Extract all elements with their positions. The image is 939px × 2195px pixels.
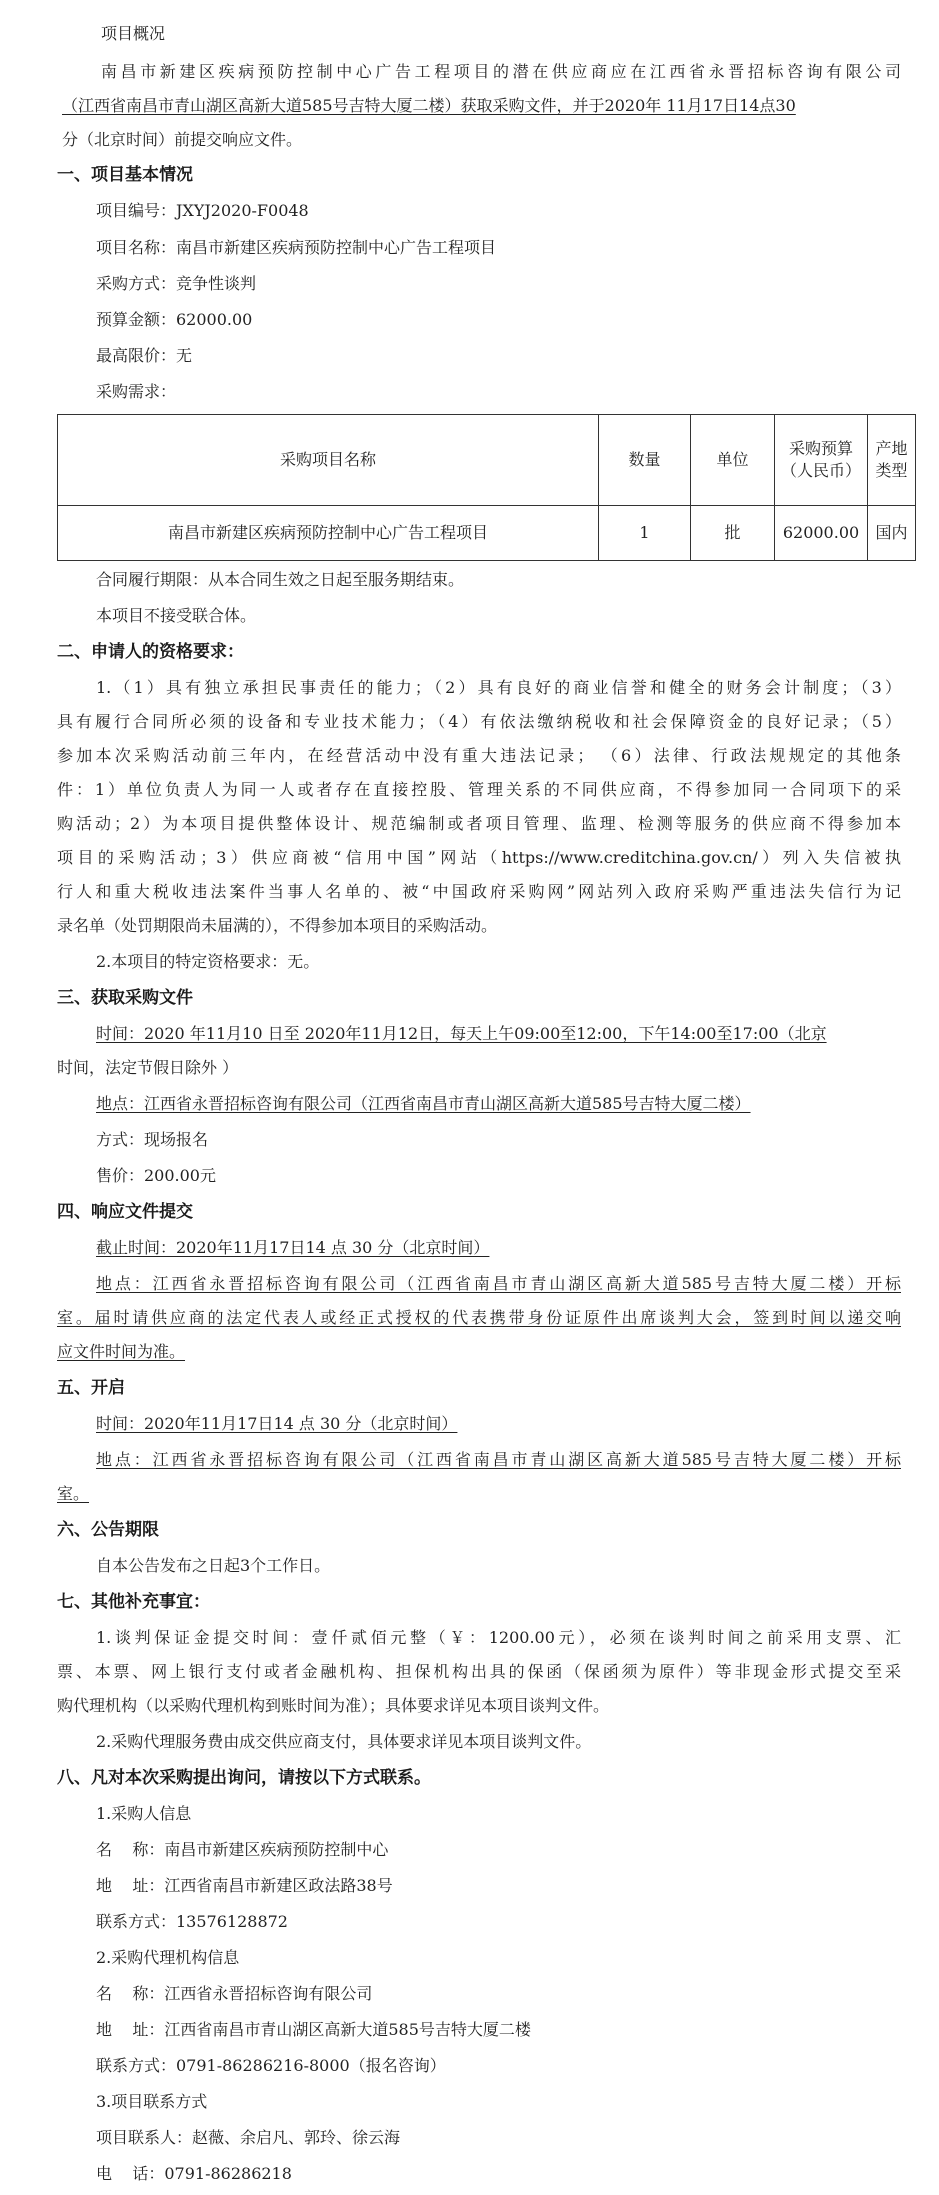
procurement-method: 采购方式：竞争性谈判	[96, 274, 257, 293]
submit-deadline: 截止时间：2020年11月17日14 点 30 分（北京时间）	[96, 1238, 490, 1257]
open-place-line: 室。	[57, 1484, 90, 1503]
header-budget-line: （人民币）	[780, 461, 861, 480]
table-cell: 62000.00	[775, 506, 868, 561]
notice-period: 自本公告发布之日起3个工作日。	[96, 1556, 331, 1575]
special-qualification: 2.本项目的特定资格要求：无。	[96, 952, 320, 971]
table-header-row	[58, 415, 916, 506]
open-time: 时间：2020年11月17日14 点 30 分（北京时间）	[96, 1414, 458, 1433]
qualification-line: 参加本次采购活动前三年内，在经营活动中没有重大违法记录； （6）法律、行政法规规定的其他条	[57, 746, 901, 765]
submit-place-line: 应文件时间为准。	[57, 1342, 186, 1361]
overview-label: 项目概况	[101, 24, 166, 43]
agency-name: 名 称：江西省永晋招标咨询有限公司	[96, 1984, 373, 2003]
buyer-contact: 联系方式：13576128872	[96, 1912, 288, 1931]
table-row	[58, 506, 916, 561]
obtain-price: 售价：200.00元	[96, 1166, 216, 1185]
section-title: 四、响应文件提交	[57, 1202, 193, 1222]
table-header-cell: 单位	[691, 415, 775, 506]
section-title: 八、凡对本次采购提出询问，请按以下方式联系。	[57, 1768, 431, 1788]
section-title: 二、申请人的资格要求：	[57, 642, 244, 662]
contract-term: 合同履行期限：从本合同生效之日起至服务期结束。	[96, 570, 465, 589]
supplement-line: 2.采购代理服务费由成交供应商支付，具体要求详见本项目谈判文件。	[96, 1732, 592, 1751]
max-price: 最高限价：无	[96, 346, 193, 365]
table-cell: 批	[691, 506, 775, 561]
buyer-address: 地 址：江西省南昌市新建区政法路38号	[96, 1876, 393, 1895]
supplement-line: 票、本票、网上银行支付或者金融机构、担保机构出具的保函（保函须为原件）等非现金形式提交至采	[57, 1662, 901, 1681]
supplement-line: 1.谈判保证金提交时间：壹仟贰佰元整（￥：1200.00元），必须在谈判时间之前采用支票、汇	[96, 1628, 901, 1647]
overview-line: 南昌市新建区疾病预防控制中心广告工程项目的潜在供应商应在江西省永晋招标咨询有限公司	[101, 62, 901, 81]
project-number: 项目编号：JXYJ2020-F0048	[96, 201, 309, 220]
qualification-line: 录名单（处罚期限尚未届满的），不得参加本项目的采购活动。	[57, 916, 498, 935]
qualification-line: 购活动；2）为本项目提供整体设计、规范编制或者项目管理、监理、检测等服务的供应商不得参加本	[57, 814, 901, 833]
project-contact-phone: 电 话：0791-86286218	[96, 2164, 292, 2183]
requirements-table	[57, 414, 915, 561]
supplement-line: 购代理机构（以采购代理机构到账时间为准）；具体要求详见本项目谈判文件。	[57, 1696, 610, 1715]
qualification-line: 行人和重大税收违法案件当事人名单的、被“中国政府采购网”网站列入政府采购严重违法失信行为记	[57, 882, 901, 901]
table-cell: 国内	[868, 506, 916, 561]
obtain-time-cont: 时间，法定节假日除外 ）	[57, 1058, 239, 1077]
buyer-info-title: 1.采购人信息	[96, 1804, 192, 1823]
qualification-line: 具有履行合同所必须的设备和专业技术能力；（4）有依法缴纳税收和社会保障资金的良好记录；（5）	[57, 712, 901, 731]
budget-amount: 预算金额：62000.00	[96, 310, 253, 329]
project-contact-people: 项目联系人：赵薇、余启凡、郭玲、徐云海	[96, 2128, 401, 2147]
agency-info-title: 2.采购代理机构信息	[96, 1948, 240, 1967]
table-header-cell	[775, 415, 868, 506]
table-cell: 1	[599, 506, 691, 561]
project-name: 项目名称：南昌市新建区疾病预防控制中心广告工程项目	[96, 238, 497, 257]
table-header-cell: 数量	[599, 415, 691, 506]
submit-place-line: 室。届时请供应商的法定代表人或经正式授权的代表携带身份证原件出席谈判大会，签到时间以递交响	[57, 1308, 901, 1327]
section-title: 三、获取采购文件	[57, 988, 193, 1008]
agency-contact: 联系方式：0791-86286216-8000（报名咨询）	[96, 2056, 446, 2075]
header-origin-line: 类型	[875, 461, 908, 480]
qualification-line: 件：1）单位负责人为同一人或者存在直接控股、管理关系的不同供应商，不得参加同一合同项下的采	[57, 780, 901, 799]
project-contact-title: 3.项目联系方式	[96, 2092, 208, 2111]
section-title: 七、其他补充事宜：	[57, 1592, 210, 1612]
qualification-line: 1.（1）具有独立承担民事责任的能力；（2）具有良好的商业信誉和健全的财务会计制度；（3）	[96, 678, 901, 697]
submit-place-line: 地点：江西省永晋招标咨询有限公司（江西省南昌市青山湖区高新大道585号吉特大厦二楼）开标	[96, 1274, 901, 1293]
table-header-cell: 采购项目名称	[58, 415, 599, 506]
qualification-line: 项目的采购活动；3）供应商被“信用中国”网站（https://www.creditchina.gov.cn/）列入失信被执	[57, 848, 901, 867]
header-origin-line: 产地	[875, 439, 908, 458]
open-place-line: 地点：江西省永晋招标咨询有限公司（江西省南昌市青山湖区高新大道585号吉特大厦二楼）开标	[96, 1450, 901, 1469]
table-header-cell	[868, 415, 916, 506]
section-title: 五、开启	[57, 1378, 125, 1398]
overview-line: （江西省南昌市青山湖区高新大道585号吉特大厦二楼）获取采购文件，并于2020年 11月17日14点30	[62, 96, 796, 115]
table-cell: 南昌市新建区疾病预防控制中心广告工程项目	[58, 506, 599, 561]
overview-line: 分（北京时间）前提交响应文件。	[62, 130, 303, 149]
section-title: 六、公告期限	[57, 1520, 159, 1540]
header-budget-line: 采购预算	[788, 439, 853, 458]
no-consortium: 本项目不接受联合体。	[96, 606, 257, 625]
obtain-way: 方式：现场报名	[96, 1130, 209, 1149]
section-title: 一、项目基本情况	[57, 165, 193, 185]
procurement-needs-label: 采购需求：	[96, 382, 177, 401]
buyer-name: 名 称：南昌市新建区疾病预防控制中心	[96, 1840, 389, 1859]
obtain-time: 时间：2020 年11月10 日至 2020年11月12日，每天上午09:00至12:00，下午14:00至17:00（北京	[96, 1024, 827, 1043]
agency-address: 地 址：江西省南昌市青山湖区高新大道585号吉特大厦二楼	[96, 2020, 531, 2039]
obtain-place: 地点：江西省永晋招标咨询有限公司（江西省南昌市青山湖区高新大道585号吉特大厦二楼）	[96, 1094, 751, 1113]
